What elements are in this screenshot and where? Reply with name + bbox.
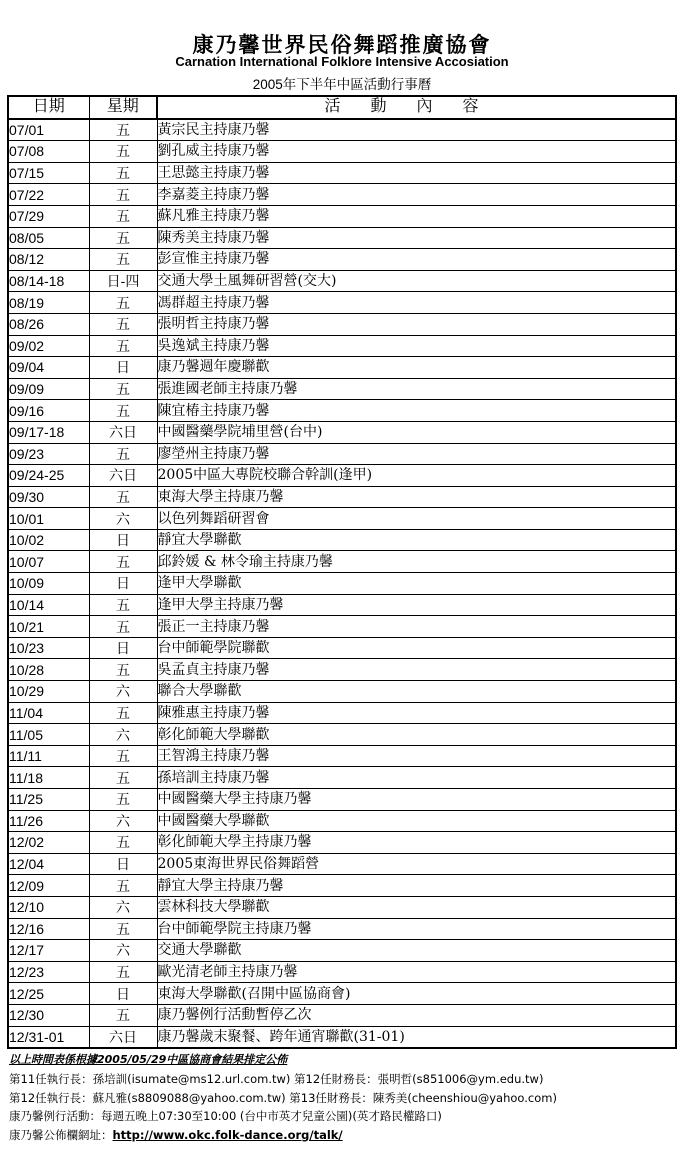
bulletin-label: 康乃馨公佈欄網址： [9,1128,113,1142]
activity-cell: 逢甲大學聯歡 [157,573,676,595]
date-cell: 12/17 [8,940,89,962]
date-cell: 09/02 [8,335,89,357]
weekday-cell: 五 [89,551,157,573]
date-cell: 09/17-18 [8,421,89,443]
date-cell: 11/26 [8,810,89,832]
table-row [8,961,676,983]
weekday-cell: 日 [89,983,157,1005]
activity-cell: 彭宣惟主持康乃馨 [157,249,676,271]
weekday-cell: 五 [89,249,157,271]
date-cell: 10/01 [8,508,89,530]
activity-cell: 張進國老師主持康乃馨 [157,378,676,400]
activity-cell: 彰化師範大學聯歡 [157,724,676,746]
table-row [8,810,676,832]
weekday-cell: 六日 [89,1026,157,1048]
table-row [8,702,676,724]
weekday-cell: 五 [89,227,157,249]
table-row [8,940,676,962]
activity-cell: 廖塋州主持康乃馨 [157,443,676,465]
table-row [8,227,676,249]
date-cell: 08/05 [8,227,89,249]
table-row [8,486,676,508]
date-cell: 09/04 [8,357,89,379]
date-cell: 07/08 [8,141,89,163]
date-cell: 10/02 [8,529,89,551]
column-header-date: 日期 [8,96,89,119]
date-cell: 09/30 [8,486,89,508]
date-cell: 07/29 [8,205,89,227]
table-row [8,832,676,854]
table-row [8,681,676,703]
date-cell: 09/16 [8,400,89,422]
weekday-cell: 五 [89,292,157,314]
table-row [8,205,676,227]
activity-cell: 交通大學聯歡 [157,940,676,962]
table-row [8,465,676,487]
schedule-note: 以上時間表係根據2005/05/29中區協商會結果排定公佈 [9,1053,288,1066]
activity-cell: 靜宜大學聯歡 [157,529,676,551]
activity-cell: 靜宜大學主持康乃馨 [157,875,676,897]
regular-activity-line: 康乃馨例行活動：每週五晚上07:30至10:00 (台中市英才兒童公園)(英才路民權路口) [9,1109,442,1123]
bulletin-link[interactable]: http://www.okc.folk-dance.org/talk/ [112,1128,343,1142]
date-cell: 11/05 [8,724,89,746]
table-row [8,357,676,379]
date-cell: 12/25 [8,983,89,1005]
date-cell: 12/10 [8,896,89,918]
table-header-row [8,96,676,119]
weekday-cell: 五 [89,141,157,163]
activity-cell: 東海大學聯歡(召開中區協商會) [157,983,676,1005]
table-row [8,378,676,400]
weekday-cell: 五 [89,162,157,184]
activity-cell: 聯合大學聯歡 [157,681,676,703]
weekday-cell: 五 [89,767,157,789]
activity-cell: 康乃馨週年慶聯歡 [157,357,676,379]
table-row [8,508,676,530]
weekday-cell: 五 [89,486,157,508]
weekday-cell: 五 [89,1004,157,1026]
date-cell: 12/09 [8,875,89,897]
date-cell: 10/14 [8,594,89,616]
date-cell: 10/29 [8,681,89,703]
column-header-activity: 活動內容 [157,96,676,119]
weekday-cell: 五 [89,659,157,681]
weekday-cell: 六 [89,810,157,832]
activity-cell: 逢甲大學主持康乃馨 [157,594,676,616]
date-cell: 08/12 [8,249,89,271]
schedule-table [7,95,677,1049]
activity-cell: 吳孟貞主持康乃馨 [157,659,676,681]
table-row [8,270,676,292]
activity-cell: 2005東海世界民俗舞蹈營 [157,853,676,875]
table-row [8,983,676,1005]
weekday-cell: 五 [89,378,157,400]
table-row [8,789,676,811]
table-row [8,443,676,465]
activity-cell: 陳宜椿主持康乃馨 [157,400,676,422]
weekday-cell: 六 [89,681,157,703]
activity-cell: 蘇凡雅主持康乃馨 [157,205,676,227]
date-cell: 09/23 [8,443,89,465]
bulletin-line [9,1127,343,1143]
table-row [8,551,676,573]
date-cell: 09/09 [8,378,89,400]
activity-cell: 中國醫藥大學聯歡 [157,810,676,832]
table-row [8,659,676,681]
table-row [8,1026,676,1048]
activity-cell: 孫培訓主持康乃馨 [157,767,676,789]
date-cell: 10/23 [8,637,89,659]
weekday-cell: 日 [89,853,157,875]
date-cell: 11/25 [8,789,89,811]
date-cell: 12/04 [8,853,89,875]
date-cell: 12/16 [8,918,89,940]
table-row [8,335,676,357]
date-cell: 08/14-18 [8,270,89,292]
weekday-cell: 日 [89,357,157,379]
weekday-cell: 日 [89,529,157,551]
page-subtitle: 2005年下半年中區活動行事曆 [252,77,432,92]
weekday-cell: 五 [89,443,157,465]
date-cell: 08/26 [8,313,89,335]
date-cell: 10/21 [8,616,89,638]
weekday-cell: 六日 [89,465,157,487]
weekday-cell: 五 [89,745,157,767]
weekday-cell: 五 [89,875,157,897]
weekday-cell: 五 [89,335,157,357]
weekday-cell: 五 [89,184,157,206]
table-row [8,853,676,875]
activity-cell: 邱鈴媛 & 林令瑜主持康乃馨 [157,551,676,573]
activity-cell: 陳秀美主持康乃馨 [157,227,676,249]
weekday-cell: 六日 [89,421,157,443]
date-cell: 08/19 [8,292,89,314]
table-row [8,637,676,659]
weekday-cell: 五 [89,594,157,616]
activity-cell: 劉孔威主持康乃馨 [157,141,676,163]
table-row [8,400,676,422]
table-row [8,573,676,595]
weekday-cell: 六 [89,896,157,918]
activity-cell: 以色列舞蹈研習會 [157,508,676,530]
contact-line-2: 第12任執行長：蘇凡雅(s8809088@yahoo.com.tw) 第13任財務長：陳秀美(cheenshiou@yahoo.com) [9,1091,557,1105]
activity-cell: 康乃馨歲末聚餐、跨年通宵聯歡(31-01) [157,1026,676,1048]
activity-cell: 吳逸斌主持康乃馨 [157,335,676,357]
weekday-cell: 五 [89,702,157,724]
activity-cell: 李嘉菱主持康乃馨 [157,184,676,206]
weekday-cell: 日-四 [89,270,157,292]
activity-cell: 彰化師範大學主持康乃馨 [157,832,676,854]
date-cell: 12/30 [8,1004,89,1026]
activity-cell: 王思懿主持康乃馨 [157,162,676,184]
activity-cell: 中國醫藥大學主持康乃馨 [157,789,676,811]
activity-cell: 交通大學土風舞研習營(交大) [157,270,676,292]
date-cell: 07/15 [8,162,89,184]
date-cell: 07/22 [8,184,89,206]
table-row [8,292,676,314]
date-cell: 10/28 [8,659,89,681]
table-row [8,767,676,789]
table-row [8,249,676,271]
table-row [8,141,676,163]
activity-cell: 歐光清老師主持康乃馨 [157,961,676,983]
date-cell: 11/11 [8,745,89,767]
weekday-cell: 日 [89,573,157,595]
activity-cell: 台中師範學院聯歡 [157,637,676,659]
weekday-cell: 五 [89,119,157,141]
weekday-cell: 六 [89,508,157,530]
weekday-cell: 五 [89,918,157,940]
weekday-cell: 五 [89,400,157,422]
date-cell: 11/04 [8,702,89,724]
activity-cell: 黃宗民主持康乃馨 [157,119,676,141]
activity-cell: 台中師範學院主持康乃馨 [157,918,676,940]
table-row [8,119,676,141]
activity-cell: 康乃馨例行活動暫停乙次 [157,1004,676,1026]
activity-cell: 馮群超主持康乃馨 [157,292,676,314]
table-row [8,875,676,897]
table-row [8,162,676,184]
table-row [8,724,676,746]
weekday-cell: 五 [89,789,157,811]
contact-line-1: 第11任執行長：孫培訓(isumate@ms12.url.com.tw) 第12任財務長：張明哲(s851006@ym.edu.tw) [9,1072,544,1086]
activity-cell: 張明哲主持康乃馨 [157,313,676,335]
table-row [8,529,676,551]
date-cell: 12/31-01 [8,1026,89,1048]
date-cell: 12/02 [8,832,89,854]
activity-cell: 中國醫藥學院埔里營(台中) [157,421,676,443]
table-row [8,918,676,940]
date-cell: 12/23 [8,961,89,983]
date-cell: 11/18 [8,767,89,789]
weekday-cell: 五 [89,313,157,335]
weekday-cell: 五 [89,205,157,227]
page-title-english: Carnation International Folklore Intensive Accosiation [175,54,509,69]
activity-cell: 東海大學主持康乃馨 [157,486,676,508]
weekday-cell: 日 [89,637,157,659]
activity-cell: 2005中區大專院校聯合幹訓(逢甲) [157,465,676,487]
activity-cell: 張正一主持康乃馨 [157,616,676,638]
weekday-cell: 五 [89,616,157,638]
table-row [8,421,676,443]
table-row [8,745,676,767]
schedule-rows [8,119,676,1049]
table-row [8,594,676,616]
table-row [8,313,676,335]
date-cell: 10/07 [8,551,89,573]
table-row [8,616,676,638]
activity-cell: 陳雅惠主持康乃馨 [157,702,676,724]
table-row [8,1004,676,1026]
weekday-cell: 五 [89,961,157,983]
activity-cell: 王智鴻主持康乃馨 [157,745,676,767]
date-cell: 09/24-25 [8,465,89,487]
activity-cell: 雲林科技大學聯歡 [157,896,676,918]
page-title: 康乃馨世界民俗舞蹈推廣協會 [192,32,492,57]
weekday-cell: 六 [89,724,157,746]
weekday-cell: 六 [89,940,157,962]
table-row [8,896,676,918]
date-cell: 07/01 [8,119,89,141]
weekday-cell: 五 [89,832,157,854]
column-header-weekday: 星期 [89,96,157,119]
table-row [8,184,676,206]
date-cell: 10/09 [8,573,89,595]
